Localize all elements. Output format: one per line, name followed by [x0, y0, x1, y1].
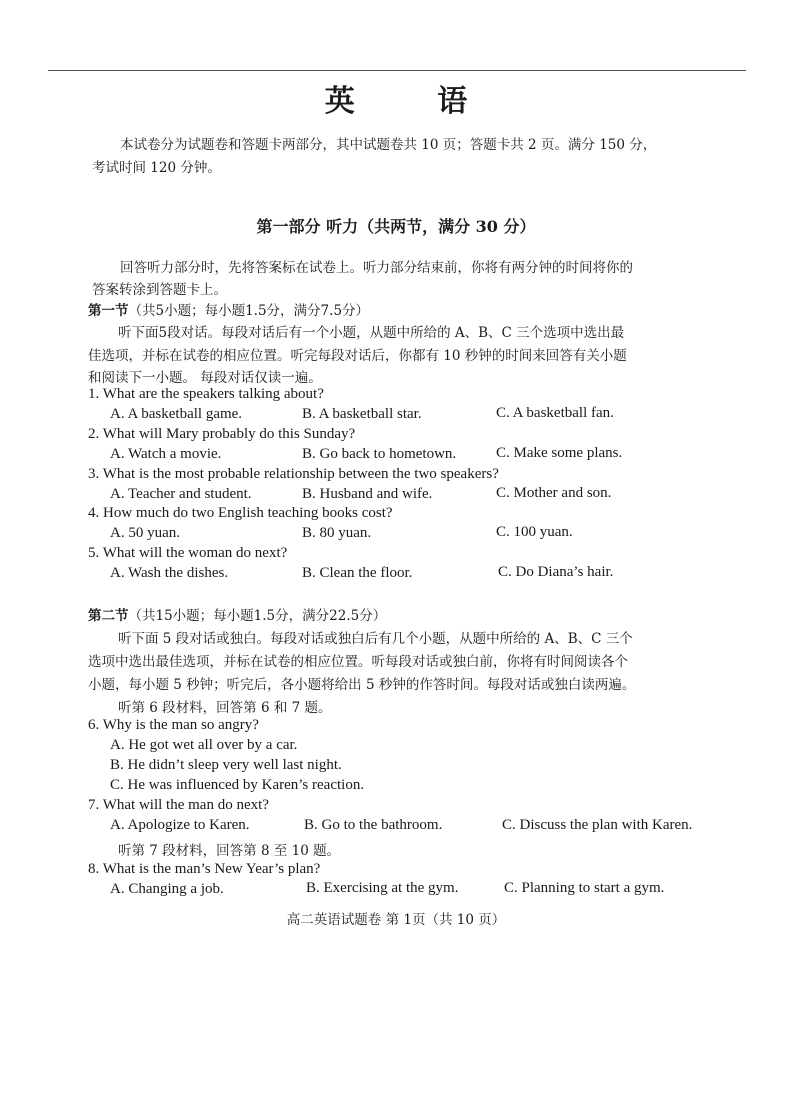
header-rule: [48, 70, 746, 71]
q3-option-b: B. Husband and wife.: [302, 486, 433, 502]
q2-option-b: B. Go back to hometown.: [302, 446, 457, 462]
q7-option-c: C. Discuss the plan with Karen.: [502, 817, 693, 833]
section2-heading-detail: （共15小题；每小题1.5分，满分22.5分）: [128, 608, 387, 624]
part1-title: 第一部分 听力（共两节，满分 30 分）: [256, 217, 536, 236]
q8-option-b: B. Exercising at the gym.: [306, 880, 459, 896]
question-4: 4. How much do two English teaching books cost?: [88, 505, 393, 521]
section1-heading-label: 第一节: [88, 303, 129, 319]
q2-option-c: C. Make some plans.: [496, 445, 623, 461]
question-8: 8. What is the man’s New Year’s plan?: [88, 861, 321, 877]
q5-option-c: C. Do Diana’s hair.: [498, 564, 614, 580]
section1-instruction-3: 和阅读下一小题。 每段对话仅读一遍。: [88, 370, 322, 386]
q4-option-a: A. 50 yuan.: [110, 525, 180, 541]
q4-option-c: C. 100 yuan.: [496, 524, 573, 540]
question-5: 5. What will the woman do next?: [88, 545, 288, 561]
section1-instruction-2: 佳选项，并标在试卷的相应位置。听完每段对话后，你都有 10 秒钟的时间来回答有关小题: [88, 348, 627, 364]
part1-instruction-2: 答案转涂到答题卡上。: [92, 282, 227, 298]
material-6-note: 听第 6 段材料，回答第 6 和 7 题。: [118, 700, 332, 716]
page-title: 英 语: [324, 84, 504, 119]
section1-instruction-1: 听下面5段对话。每段对话后有一个小题，从题中所给的 A、B、C 三个选项中选出最: [118, 325, 625, 341]
intro-line-1: 本试卷分为试题卷和答题卡两部分，其中试题卷共 10 页；答题卡共 2 页。满分 150 分，: [120, 137, 657, 153]
section1-heading-detail: （共5小题；每小题1.5分，满分7.5分）: [128, 303, 370, 319]
question-6: 6. Why is the man so angry?: [88, 717, 259, 733]
section2-instruction-1: 听下面 5 段对话或独白。每段对话或独白后有几个小题，从题中所给的 A、B、C 三个: [118, 631, 633, 647]
q1-option-a: A. A basketball game.: [110, 406, 243, 422]
q6-option-b: B. He didn’t sleep very well last night.: [110, 757, 342, 773]
question-2: 2. What will Mary probably do this Sunday?: [88, 426, 356, 442]
question-3: 3. What is the most probable relationship between the two speakers?: [88, 466, 499, 482]
material-7-note: 听第 7 段材料，回答第 8 至 10 题。: [118, 843, 341, 859]
page-footer: 高二英语试题卷 第 1页（共 10 页）: [286, 912, 506, 928]
q4-option-b: B. 80 yuan.: [302, 525, 372, 541]
q7-option-b: B. Go to the bathroom.: [304, 817, 443, 833]
q1-option-b: B. A basketball star.: [302, 406, 422, 422]
q2-option-a: A. Watch a movie.: [110, 446, 222, 462]
q5-option-b: B. Clean the floor.: [302, 565, 413, 581]
section2-heading: [88, 604, 386, 624]
q3-option-c: C. Mother and son.: [496, 485, 612, 501]
q8-option-c: C. Planning to start a gym.: [504, 880, 665, 896]
question-1: 1. What are the speakers talking about?: [88, 386, 324, 402]
q6-option-a: A. He got wet all over by a car.: [110, 737, 298, 753]
section2-heading-label: 第二节: [88, 608, 129, 624]
section1-heading: [88, 299, 369, 319]
question-7: 7. What will the man do next?: [88, 797, 269, 813]
intro-line-2: 考试时间 120 分钟。: [92, 160, 221, 176]
q5-option-a: A. Wash the dishes.: [110, 565, 229, 581]
q6-option-c: C. He was influenced by Karen’s reaction.: [110, 777, 365, 793]
section2-instruction-2: 选项中选出最佳选项，并标在试卷的相应位置。听每段对话或独白前，你将有时间阅读各个: [88, 654, 628, 670]
q7-option-a: A. Apologize to Karen.: [110, 817, 250, 833]
part1-instruction-1: 回答听力部分时，先将答案标在试卷上。听力部分结束前，你将有两分钟的时间将你的: [120, 260, 633, 276]
q8-option-a: A. Changing a job.: [110, 881, 224, 897]
q1-option-c: C. A basketball fan.: [496, 405, 614, 421]
q3-option-a: A. Teacher and student.: [110, 486, 252, 502]
section2-instruction-3: 小题，每小题 5 秒钟；听完后，各小题将给出 5 秒钟的作答时间。每段对话或独白读两遍。: [88, 677, 636, 693]
